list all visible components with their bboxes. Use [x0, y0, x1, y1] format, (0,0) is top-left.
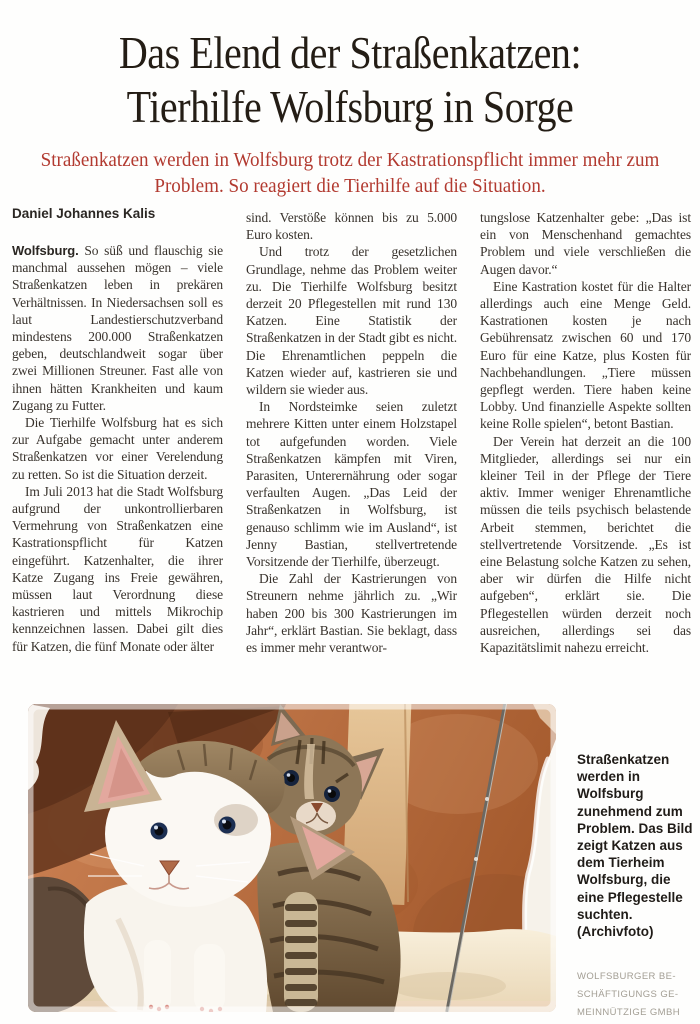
- paragraph-text: So süß und flauschig sie manchmal aussehen mögen – viele Straßenkatzen leben in prekären Verhältnissen. In Niedersachsen soll es laut Landestierschutzverband mindestens 200.000 Straßenkatzen geben, deutschlandweit sogar über zwei Millionen Streuner. Fast alle von ihnen hätten Krankheiten und kaum Zugang zu Futter.: [12, 243, 223, 413]
- article-paragraph: Die Zahl der Kastrierungen von Streunern nehme jährlich zu. „Wir haben 200 bis 300 Kastrierungen im Jahr“, erklärt Bastian. Sie beklagt, dass es immer mehr verantwor-: [246, 571, 457, 656]
- photo-caption: Straßenkatzen werden in Wolfsburg zunehmend zum Problem. Das Bild zeigt Katzen aus dem Tierheim Wolfsburg, die eine Pflegestelle suchten. (Archivfoto): [577, 752, 693, 940]
- article-paragraph: sind. Verstöße können bis zu 5.000 Euro kosten.: [246, 210, 457, 243]
- dateline: Wolfsburg.: [12, 243, 79, 258]
- article-paragraph: tungslose Katzenhalter gebe: „Das ist ein von Menschenhand gemachtes Problem und viele verschließen die Augen davor.“: [480, 210, 691, 277]
- photo-credit: [577, 968, 700, 1022]
- article-subtitle-line1: Straßenkatzen werden in Wolfsburg trotz der Kastrationspflicht immer mehr zum: [40, 149, 660, 171]
- photo-credit-line: SCHÄFTIGUNGS GE-: [577, 989, 679, 1000]
- article-paragraph: Der Verein hat derzeit an die 100 Mitglieder, allerdings sei nur ein kleiner Teil in der Pflege der Tiere aktiv. Immer weniger Ehrenamtliche müssen die teils psychisch belastende Arbeit stemmen, berichtet die stellvertretende Vorsitzende. „Es ist eine Belastung solche Katzen zu sehen, aber wir dürfen die Hilfe nicht aufgeben“, erklärt sie. Die Pflegestellen würden derzeit noch ausreichen, allerdings sei das Kapazitätslimit nahezu erreicht.: [480, 433, 691, 656]
- text-column-3: [480, 209, 691, 656]
- photo-credit-line: MEINNÜTZIGE GMBH: [577, 1007, 680, 1018]
- article-subtitle-line2: Problem. So reagiert die Tierhilfe auf die Situation.: [154, 175, 546, 197]
- article-paragraph: Und trotz der gesetzlichen Grundlage, nehme das Problem weiter zu. Die Tierhilfe Wolfsburg besitzt derzeit 20 Pflegestellen mit rund 130 Katzen. Eine Statistik der Straßenkatzen in der Stadt gibt es nicht. Die Ehrenamtlichen peppeln die Katzen wieder auf, kastrieren sie und wildern sie wieder aus.: [246, 244, 457, 398]
- text-column-1: [12, 242, 223, 655]
- photo-credit-line: WOLFSBURGER BE-: [577, 971, 676, 982]
- text-column-2: [246, 209, 457, 656]
- article-paragraph: Die Tierhilfe Wolfsburg hat es sich zur Aufgabe gemacht unter anderem Straßenkatzen vor einer Verelendung zu retten. So ist die Situation derzeit.: [12, 415, 223, 482]
- article-paragraph: In Nordsteimke seien zuletzt mehrere Kitten unter einem Holzstapel tot aufgefunden worden. Viele Straßenkatzen kämpfen mit Viren, Parasiten, Unterernährung oder sogar verfaulten Augen. „Das Leid der Straßenkatzen in Wolfsburg, ist genauso schlimm wie im Ausland“, ist Jenny Bastian, stellvertretende Vorsitzende der Tierhilfe, überzeugt.: [246, 399, 457, 570]
- byline: Daniel Johannes Kalis: [12, 206, 156, 221]
- article-paragraph: Im Juli 2013 hat die Stadt Wolfsburg aufgrund der unkontrollierbaren Vermehrung von Straßenkatzen eine Kastrationspflicht für Katzen eingeführt. Katzenhalter, die ihrer Katze Zugang ins Freie gewähren, müssen laut Verordnung diese kastrieren und mittels Mikrochip kennzeichnen lassen. Dabei gilt dies für Katzen, die fünf Monate oder älter: [12, 483, 223, 654]
- article-title-line1: Das Elend der Straßenkatzen:: [118, 27, 582, 78]
- article-title-line2: Tierhilfe Wolfsburg in Sorge: [126, 81, 574, 132]
- article-paragraph: [12, 242, 223, 414]
- kittens-photo: [28, 704, 556, 1012]
- article-paragraph: Eine Kastration kostet für die Halter allerdings auch eine Menge Geld. Kastrationen kosten je nach Gebührensatz zwischen 60 und 170 Euro für eine Katze, plus Kosten für Nachbehandlungen. „Tiere müssen gepflegt werden. Tiere haben keine Lobby. Und finanzielle Aspekte sollten keine Rolle spielen“, betont Bastian.: [480, 278, 691, 432]
